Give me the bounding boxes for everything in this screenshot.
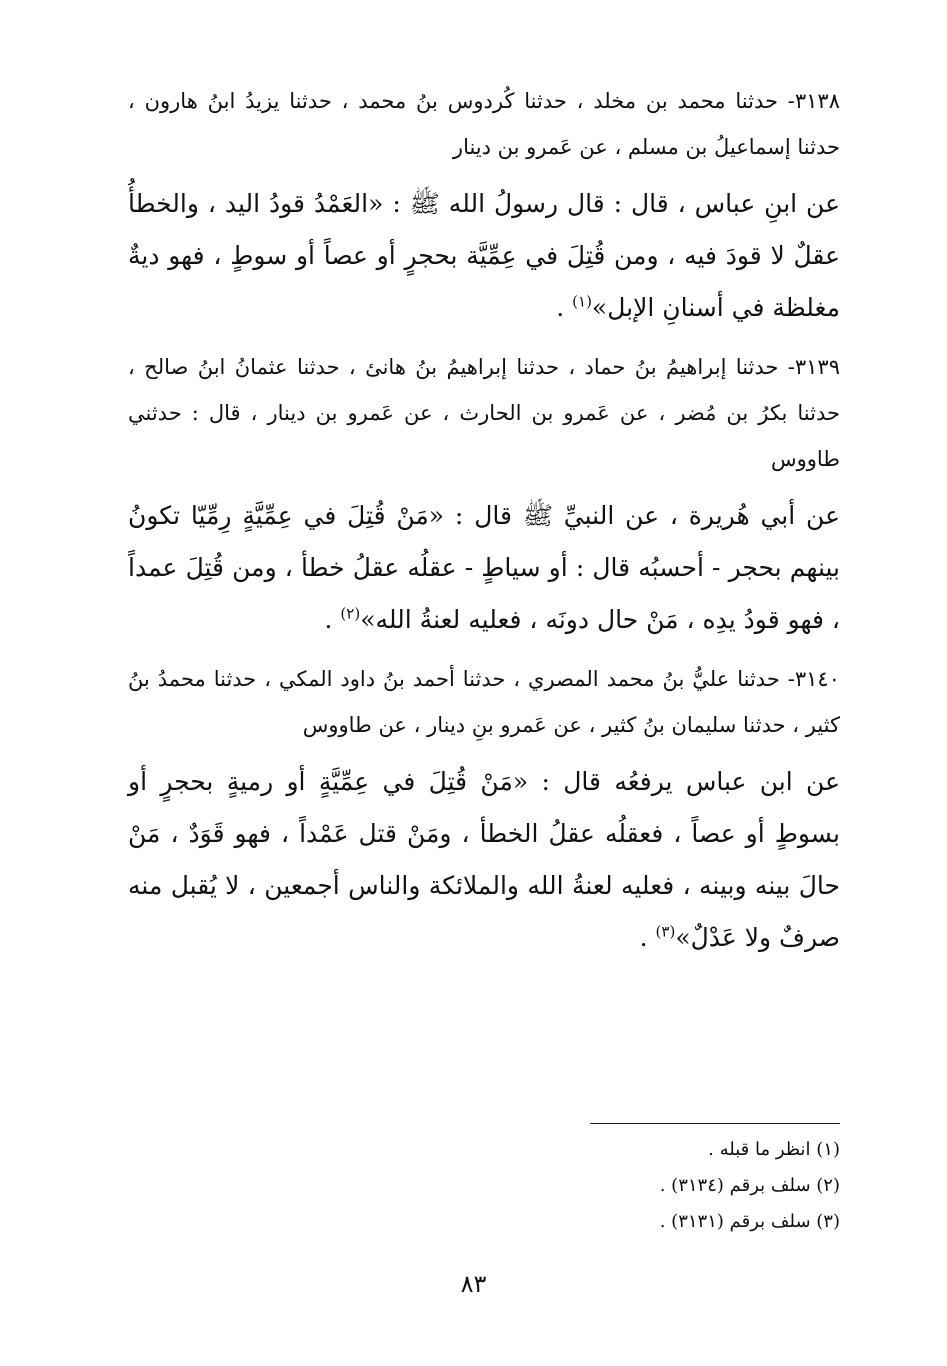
footnote-2: (٢) سلف برقم (٣١٣٤) . (659, 1175, 840, 1196)
matn-3138-text: عن ابنِ عباس ، قال : قال رسولُ الله ﷺ : «العَمْدُ قودُ اليد ، والخطأُ عقلٌ لا قودَ فيه ، ومن قُتِلَ في عِمِّيَّة بحجرٍ أو عصاً أو سوطٍ ، فهو ديةٌ مغلظة في أسنانِ الإبل» (128, 189, 840, 322)
isnad-3139: ٣١٣٩- حدثنا إبراهيمُ بنُ حماد ، حدثنا إبراهيمُ بنُ هانئ ، حدثنا عثمانُ ابنُ صالح ، حدثنا بكرُ بن مُضر ، عن عَمرو بن الحارث ، عن عَمرو بن دينار ، قال : حدثني طاووس (128, 355, 840, 471)
matn-3138 (128, 178, 840, 334)
footnote-divider (590, 1123, 840, 1124)
footnote-1: (١) انظر ما قبله . (708, 1139, 840, 1160)
matn-3139-end: . (324, 605, 341, 634)
matn-3139 (128, 490, 840, 646)
footnote-ref-3: (٣) (655, 922, 676, 941)
footnote-ref-1: (١) (572, 292, 592, 311)
footnotes-section (150, 1123, 840, 1240)
matn-3139-text: عن أبي هُريرة ، عن النبيِّ ﷺ قال : «مَنْ قُتِلَ في عِمِّيَّةٍ رِمِّيّا تكونُ بينهم بحجر - أحسبُه قال : أو سياطٍ - عقلُه عقلُ خطأ ، ومن قُتِلَ عمداً ، فهو قودُ يدِه ، مَنْ حال دونَه ، فعليه لعنةُ الله» (128, 501, 840, 634)
matn-3140 (128, 756, 840, 964)
matn-3140-text: عن ابن عباس يرفعُه قال : «مَنْ قُتِلَ في عِمِّيَّةٍ أو رميةٍ بحجرٍ أو بسوطٍ أو عصاً ، فعقلُه عقلُ الخطأ ، ومَنْ قتل عَمْداً ، فهو قَوَدٌ ، مَنْ حالَ بينه وبينه ، فعليه لعنةُ الله والملائكة والناس أجمعين ، لا يُقبل منه صرفٌ ولا عَدْلٌ» (128, 767, 840, 952)
footnote-3: (٣) سلف برقم (٣١٣١) . (659, 1211, 840, 1232)
isnad-3138: ٣١٣٨- حدثنا محمد بن مخلد ، حدثنا كُردوس بنُ محمد ، حدثنا يزيدُ ابنُ هارون ، حدثنا إسماعيلُ بن مسلم ، عن عَمرو بن دينار (128, 89, 840, 159)
book-page-body (128, 78, 840, 974)
footnote-ref-2: (٢) (340, 604, 361, 623)
matn-3138-end: . (556, 293, 573, 322)
page-number: ٨٣ (460, 1270, 487, 1298)
isnad-3140: ٣١٤٠- حدثنا عليُّ بنُ محمد المصري ، حدثنا أحمد بنُ داود المكي ، حدثنا محمدُ بنُ كثير ، حدثنا سليمان بنُ كثير ، عن عَمرو بنِ دينار ، عن طاووس (128, 667, 840, 737)
matn-3140-end: . (639, 923, 656, 952)
